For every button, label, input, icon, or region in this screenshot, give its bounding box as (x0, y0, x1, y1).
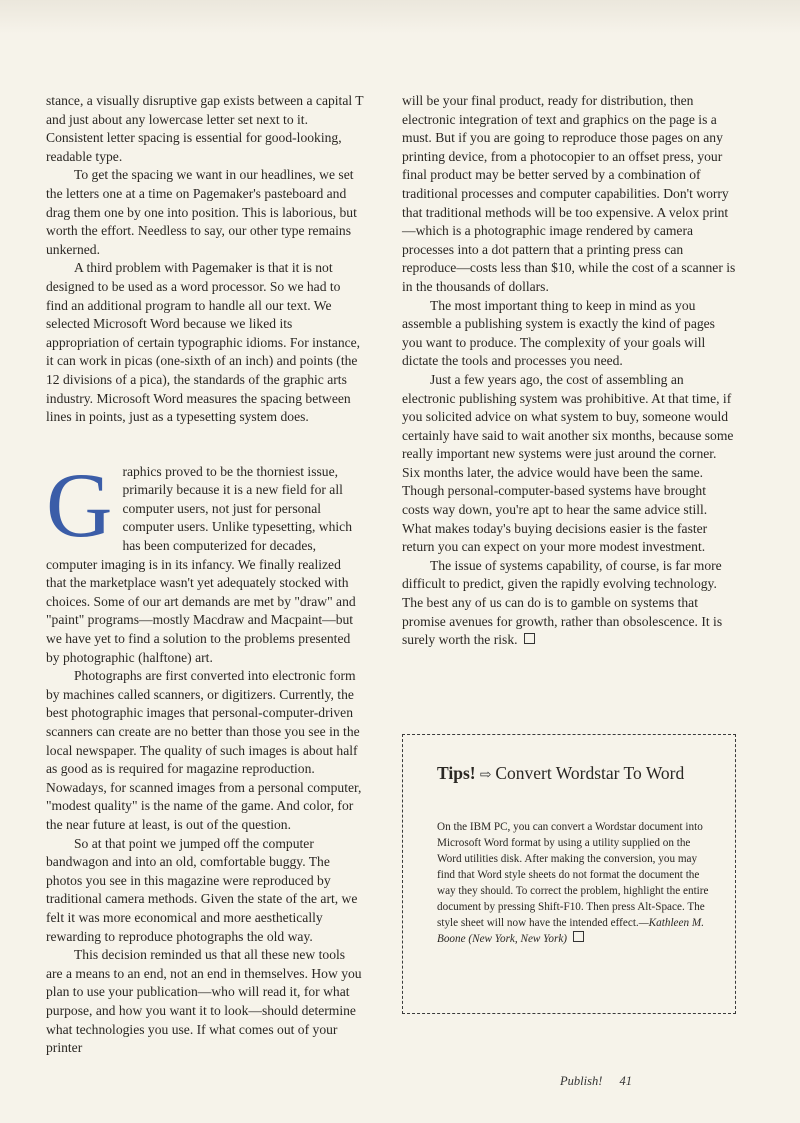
end-mark-icon (573, 931, 584, 942)
page-footer (560, 1074, 632, 1089)
arrow-right-icon: ⇨ (479, 768, 492, 783)
tip-text: On the IBM PC, you can convert a Wordstar document into Microsoft Word format by using a utility supplied on the Word utilities disk. After making the conversion, you may find that Word style sheets do not format the document the way they should. To correct the problem, highlight the entire document by pressing Shift-F10. Then press Alt-Space. The style sheet will now have the intended effect. (437, 821, 709, 929)
paragraph-text: The issue of systems capability, of course, is far more difficult to predict, given the rapidly evolving technology. The best any of us can do is to gamble on systems that promise avenues for growth, rather than obsolescence. It is surely worth the risk. (402, 557, 723, 648)
paragraph: will be your final product, ready for distribution, then electronic integration of text and graphics on the page is a must. But if you are going to reproduce those pages on any printing device, from a photocopier to an offset press, your final product may be better served by a combination of traditional processes and computer capabilities. Don't worry that traditional methods will be too expensive. A velox print—which is a photographic image rendered by camera processes into a dot pattern that a printing press can reproduce—costs less than $10, while the cost of a scanner is in the thousands of dollars. (402, 93, 736, 294)
dropcap-paragraph (46, 453, 364, 668)
right-column (402, 92, 736, 650)
tip-box (402, 734, 736, 1014)
end-mark-icon (524, 633, 535, 644)
paragraph: To get the spacing we want in our headlines, we set the letters one at a time on Pagemaker's pasteboard and drag them one by one into position. This is laborious, but worth the effort. Needless to say, our other type remains unkerned. (46, 167, 357, 257)
drop-cap: G (46, 453, 113, 556)
tip-title: Convert Wordstar To Word (495, 763, 685, 783)
page-top-shade (0, 0, 800, 34)
paragraph: This decision reminded us that all these new tools are a means to an end, not an end in themselves. How you plan to use your publication—who will read it, for what purpose, and how you want it to look—should determine what technologies you use. If what comes out of your printer (46, 947, 362, 1056)
left-column (46, 92, 364, 1058)
tip-author: —Kathleen M. Boone (New York, New York) (437, 917, 704, 945)
tip-label: Tips! (437, 763, 476, 783)
tip-body (437, 819, 709, 947)
paragraph: A third problem with Pagemaker is that it is not designed to be used as a word processor. So we had to find an additional program to handle all our text. We selected Microsoft Word because we liked its appropriation of certain typographic idioms. For instance, it can work in picas (one-sixth of an inch) and points (the 12 divisions of a pica), the standards of the graphic arts industry. Microsoft Word measures the spacing between lines in points, just as a typesetting system does. (46, 260, 361, 425)
paragraph: Photographs are first converted into electronic form by machines called scanners, or digitizers. Currently, the best photographic images that personal-computer-driven scanners can create are no better than those you see in the local newspaper. The quality of such images is about half as good as is required for magazine reproduction. Nowadays, for scanned images from a personal computer, "modest quality" is the name of the game. And color, for the near future at least, is out of the question. (46, 668, 362, 832)
paragraph: stance, a visually disruptive gap exists between a capital T and just about any lowercase letter set next to it. Consistent letter spacing is essential for good-looking, readable type. (46, 93, 364, 164)
paragraph (402, 557, 736, 650)
paragraph: Just a few years ago, the cost of assembling an electronic publishing system was prohibitive. At that time, if you solicited advice on what system to buy, someone would certainly have said to wait another six months, because some really important new systems were just around the corner. Six months later, the advice would have been the same. Though personal-computer-based systems have brought costs way down, you're apt to hear the same advice still. What makes today's buying decisions easier is the faster return you can expect on your more modest investment. (402, 371, 734, 555)
page-number: 41 (619, 1074, 632, 1088)
paragraph: The most important thing to keep in mind as you assemble a publishing system is exactly the kind of pages you want to produce. The complexity of your goals will dictate the tools and processes you need. (402, 297, 715, 369)
tip-heading (437, 763, 707, 786)
paragraph-text: raphics proved to be the thorniest issue, primarily because it is a new field for all computer users, not just for personal computer users. Unlike typesetting, which has been computerized for decades, computer imaging is in its infancy. We finally realized that the marketplace wasn't yet adequately stocked with choices. Some of our art demands are met by "draw" and "paint" programs—mostly Macdraw and Macpaint—but we have yet to find a solution to the problems presented by photographic (halftone) art. (46, 463, 356, 665)
publication-name: Publish! (560, 1074, 603, 1088)
paragraph: So at that point we jumped off the computer bandwagon and into an old, comfortable buggy. The photos you see in this magazine were reproduced by traditional camera methods. Given the state of the art, we felt it was more economical and more aesthetically rewarding to reproduce photographs the old way. (46, 835, 358, 944)
